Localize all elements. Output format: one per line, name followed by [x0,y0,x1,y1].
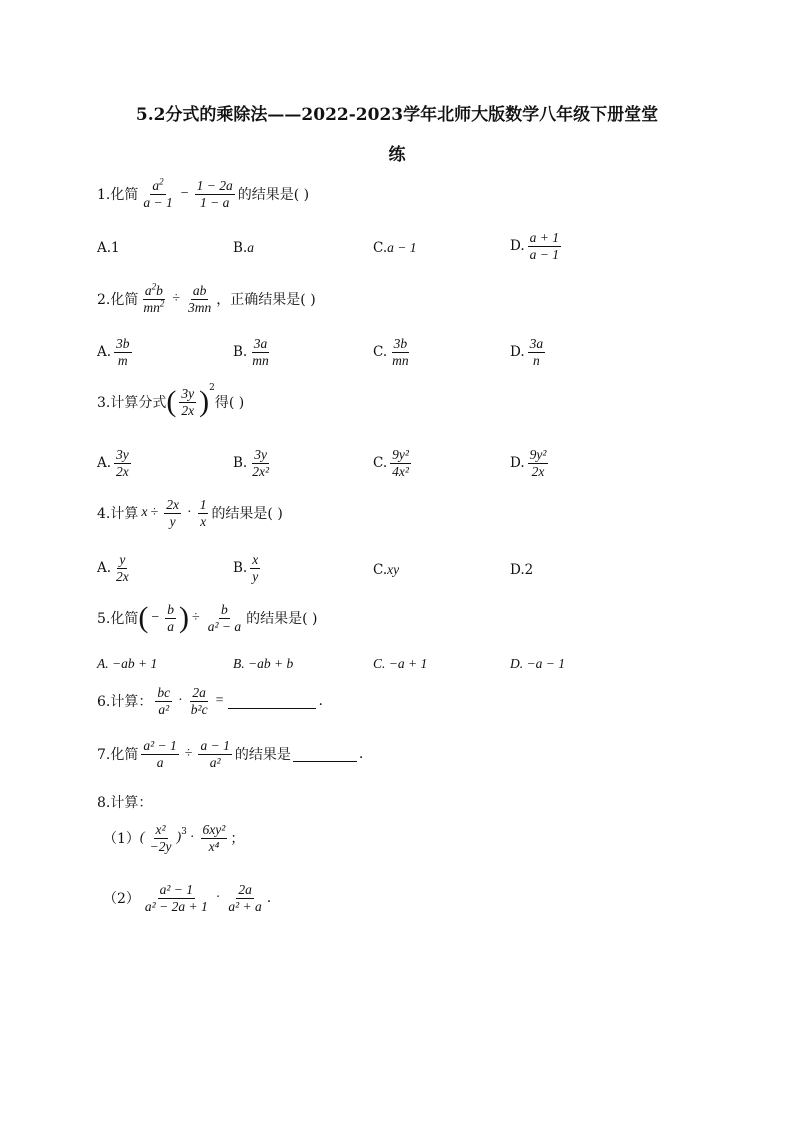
q7-fraction-2: $\frac{a - 1}{\text{a²}}$ [200,738,230,770]
q3-option-c: C. $\frac{\text{9y²}}{\text{4x²}}$ [373,447,409,479]
q8-p1-fraction-1: $\frac{\text{x²}}{-2y}$ [149,822,172,854]
question-8-part-2: （2） $\frac{\text{a² − 1}}{\text{a² − 2a + 1}}$ · $\frac{2a}{\text{a² + a}}$ . [103,882,272,914]
q7-fraction-1: $\frac{\text{a² − 1}}{a}$ [143,738,177,770]
q1-option-d: D. $\frac{a + 1}{a - 1}$ [510,230,560,262]
q1-prefix: 1.化简 [97,187,139,204]
q5-option-c: C. −a + 1 [373,656,428,671]
q2-fraction-1: $\frac{a^2b}{mn^2}$ [143,281,165,315]
q2-fraction-2: $\frac{ab}{3mn}$ [188,283,212,315]
q1-option-a: A.1 [97,240,120,256]
q1-fraction-1: $\frac{a^2}{a - 1}$ [143,176,173,210]
q5-fraction-2: $\frac{b}{\text{a² − a}}$ [207,602,242,634]
q3-option-a: A. $\frac{3y}{2x}$ [97,447,129,479]
q1-fraction-2: $\frac{1 - 2a}{1 - a}$ [196,178,233,210]
q8-p1-fraction-2: $\frac{\text{6xy²}}{\text{x⁴}}$ [202,822,226,854]
question-3: 3.计算分式 ( $\frac{3y}{2x}$ ) 2 得( ) [97,383,245,419]
question-2: 2.化简 $\frac{a^2b}{mn^2}$ ÷ $\frac{ab}{3mn}$ ，正确结果是( ) [97,281,316,315]
q4-fraction-2: $\frac{1}{x}$ [199,497,207,529]
q5-option-a: A. −ab + 1 [97,656,158,671]
q4-fraction-1: $\frac{2x}{y}$ [166,497,180,529]
page-title-line2: 练 [388,145,406,165]
q5-option-b: B. −ab + b [233,656,294,671]
q6-answer-blank[interactable] [228,694,316,709]
q2-option-a: A. $\frac{3b}{m}$ [97,336,130,368]
q4-option-a: A. $\frac{y}{2x}$ [97,552,129,584]
q4-option-b: B. $\frac{x}{y}$ [233,552,259,584]
question-8-part-1: （1） ( $\frac{\text{x²}}{-2y}$ ) 3 · $\frac{\text{6xy²}}{\text{x⁴}}$ ； [103,822,245,854]
q1-suffix: 的结果是( ) [237,187,310,204]
question-8: 8.计算： [97,795,153,811]
q7-answer-blank[interactable] [293,747,357,762]
question-1: 1.化简 $\frac{a^2}{a - 1}$ − $\frac{1 - 2a}{1 - a}$ 的结果是( ) [97,176,310,210]
q2-option-b: B. $\frac{3a}{mn}$ [233,336,269,368]
q1-option-c: C. a − 1 [373,240,417,256]
q5-option-d: D. −a − 1 [510,656,565,671]
question-5: 5.化简 ( − $\frac{b}{a}$ ) ÷ $\frac{b}{\text{a² − a}}$ 的结果是( ) [97,601,318,635]
q5-fraction-1: $\frac{b}{a}$ [167,602,175,634]
q3-option-d: D. $\frac{\text{9y²}}{2x}$ [510,447,547,479]
q2-option-c: C. $\frac{3b}{mn}$ [373,336,409,368]
q4-option-d: D.2 [510,562,534,578]
q3-option-b: B. $\frac{3y}{\text{2x²}}$ [233,447,270,479]
q8-p2-fraction-2: $\frac{2a}{\text{a² + a}}$ [228,882,262,914]
q3-fraction: $\frac{3y}{2x}$ [181,386,195,418]
q2-option-d: D. $\frac{3a}{n}$ [510,336,544,368]
page-title: 5.2分式的乘除法——2022-2023学年北师大版数学八年级下册堂堂 [135,105,659,125]
q6-fraction-1: $\frac{bc}{\text{a²}}$ [157,685,171,717]
q4-option-c: C. xy [373,562,400,578]
q8-p2-fraction-1: $\frac{\text{a² − 1}}{\text{a² − 2a + 1}}$ [144,882,208,914]
question-6: 6.计算： $\frac{bc}{\text{a²}}$ · $\frac{2a}{\text{b²c}}$ = . [97,685,323,717]
q1-option-b: B. a [233,240,254,256]
question-7: 7.化简 $\frac{\text{a² − 1}}{a}$ ÷ $\frac{a - 1}{\text{a²}}$ 的结果是 . [97,738,364,770]
q6-fraction-2: $\frac{2a}{\text{b²c}}$ [190,685,208,717]
question-4: 4.计算 x ÷ $\frac{2x}{y}$ · $\frac{1}{x}$ 的结果是( ) [97,497,283,529]
